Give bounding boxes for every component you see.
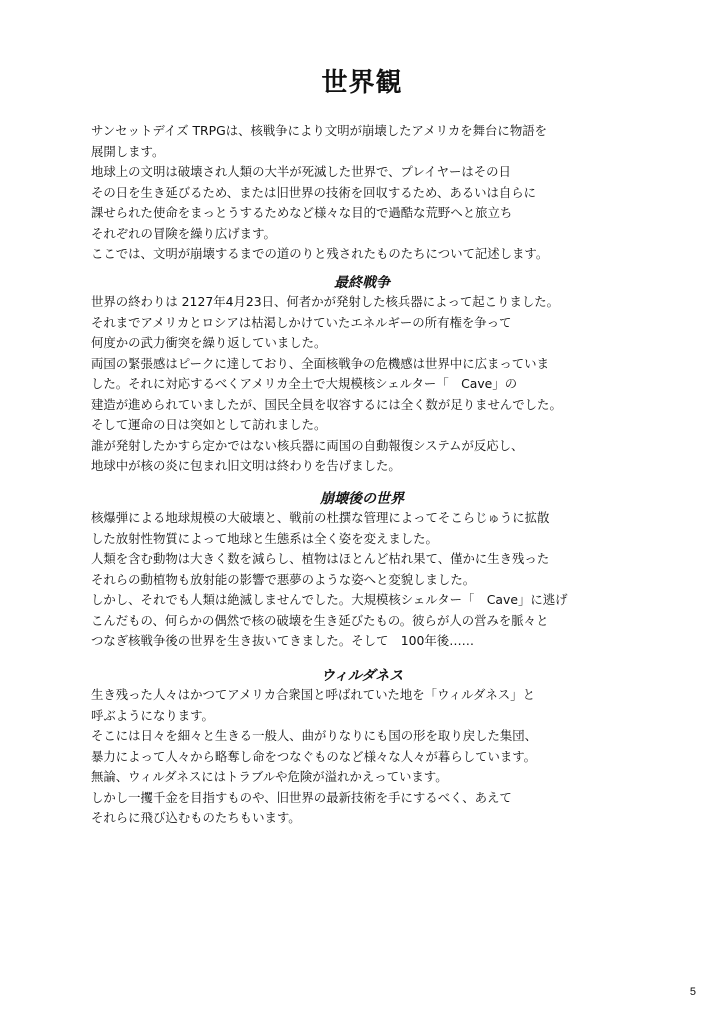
text-line: 地球上の文明は破壊され人類の大半が死滅した世界で、プレイヤーはその日: [91, 164, 511, 179]
text-line: ここでは、文明が崩壊するまでの道のりと残されたものたちについて記述します。: [91, 246, 549, 261]
section-heading-final-war: 最終戦争: [334, 275, 390, 291]
text-line: それぞれの冒険を繰り広げます。: [91, 225, 276, 241]
text-line: こんだもの、何らかの偶然で核の破壊を生き延びたもの。彼らが人の営みを脈々と: [91, 612, 549, 628]
text-line: 人類を含む動物は大きく数を減らし、植物はほとんど枯れ果て、僅かに生き残った: [91, 551, 550, 566]
text-line: 展開します。: [91, 143, 165, 159]
section-body-wilderness: [91, 685, 631, 829]
text-line: その日を生き延びるため、または旧世界の技術を回収するため、あるいは自らに: [91, 184, 537, 200]
text-line: サンセットデイズ TRPGは、核戦争により文明が崩壊したアメリカを舞台に物語を: [91, 123, 547, 138]
section-heading-wilderness: ウィルダネス: [320, 668, 404, 684]
text-line: 両国の緊張感はピークに達しており、全面核戦争の危機感は世界中に広まっていま: [91, 355, 549, 371]
text-line: しかし一攫千金を目指すものや、旧世界の最新技術を手にするべく、あえて: [91, 789, 512, 805]
page-title: 世界観: [321, 68, 403, 98]
text-line: 建造が進められていましたが、国民全員を収容するには全く数が足りませんでした。: [91, 396, 562, 412]
text-line: 暴力によって人々から略奪し命をつなぐものなど様々な人々が暮らしています。: [91, 748, 537, 764]
text-line: 何度かの武力衝突を繰り返していました。: [91, 335, 327, 350]
section-body-post-collapse-world: [91, 508, 631, 652]
text-line: 呼ぶようになります。: [91, 707, 214, 723]
text-line: 生き残った人々はかつてアメリカ合衆国と呼ばれていた地を「ウィルダネス」と: [91, 687, 535, 702]
intro-paragraph: [91, 121, 631, 265]
section-body-final-war: [91, 292, 631, 477]
text-line: それらに飛び込むものたちもいます。: [91, 810, 301, 825]
text-line: 地球中が核の炎に包まれ旧文明は終わりを告げました。: [91, 458, 401, 473]
text-line: 無論、ウィルダネスにはトラブルや危険が溢れかえっています。: [91, 769, 448, 784]
text-line: 核爆弾による地球規模の大破壊と、戦前の杜撰な管理によってそこらじゅうに拡散: [91, 510, 550, 525]
text-line: そして運命の日は突如として訪れました。: [91, 417, 327, 432]
text-line: した。それに対応するべくアメリカ全土で大規模核シェルター「 Cave」の: [91, 376, 518, 391]
text-line: 課せられた使命をまっとうするためなど様々な目的で過酷な荒野へと旅立ち: [91, 205, 513, 220]
text-line: つなぎ核戦争後の世界を生き抜いてきました。そして 100年後……: [91, 633, 474, 648]
section-heading-post-collapse-world: 崩壊後の世界: [320, 491, 404, 507]
page-number: 5: [689, 986, 696, 998]
text-line: 誰が発射したかすら定かではない核兵器に両国の自動報復システムが反応し、: [91, 437, 524, 453]
text-line: それらの動植物も放射能の影響で悪夢のような姿へと変貌しました。: [91, 571, 476, 587]
text-line: そこには日々を細々と生きる一般人、曲がりなりにも国の形を取り戻した集団、: [91, 728, 538, 743]
text-line: しかし、それでも人類は絶滅しませんでした。大規模核シェルター「 Cave」に逃げ: [91, 592, 568, 607]
text-line: した放射性物質によって地球と生態系は全く姿を変えました。: [91, 530, 438, 546]
text-line: 世界の終わりは 2127年4月23日、何者かが発射した核兵器によって起こりました。: [91, 294, 560, 309]
text-line: それまでアメリカとロシアは枯渇しかけていたエネルギーの所有権を争って: [91, 314, 512, 330]
